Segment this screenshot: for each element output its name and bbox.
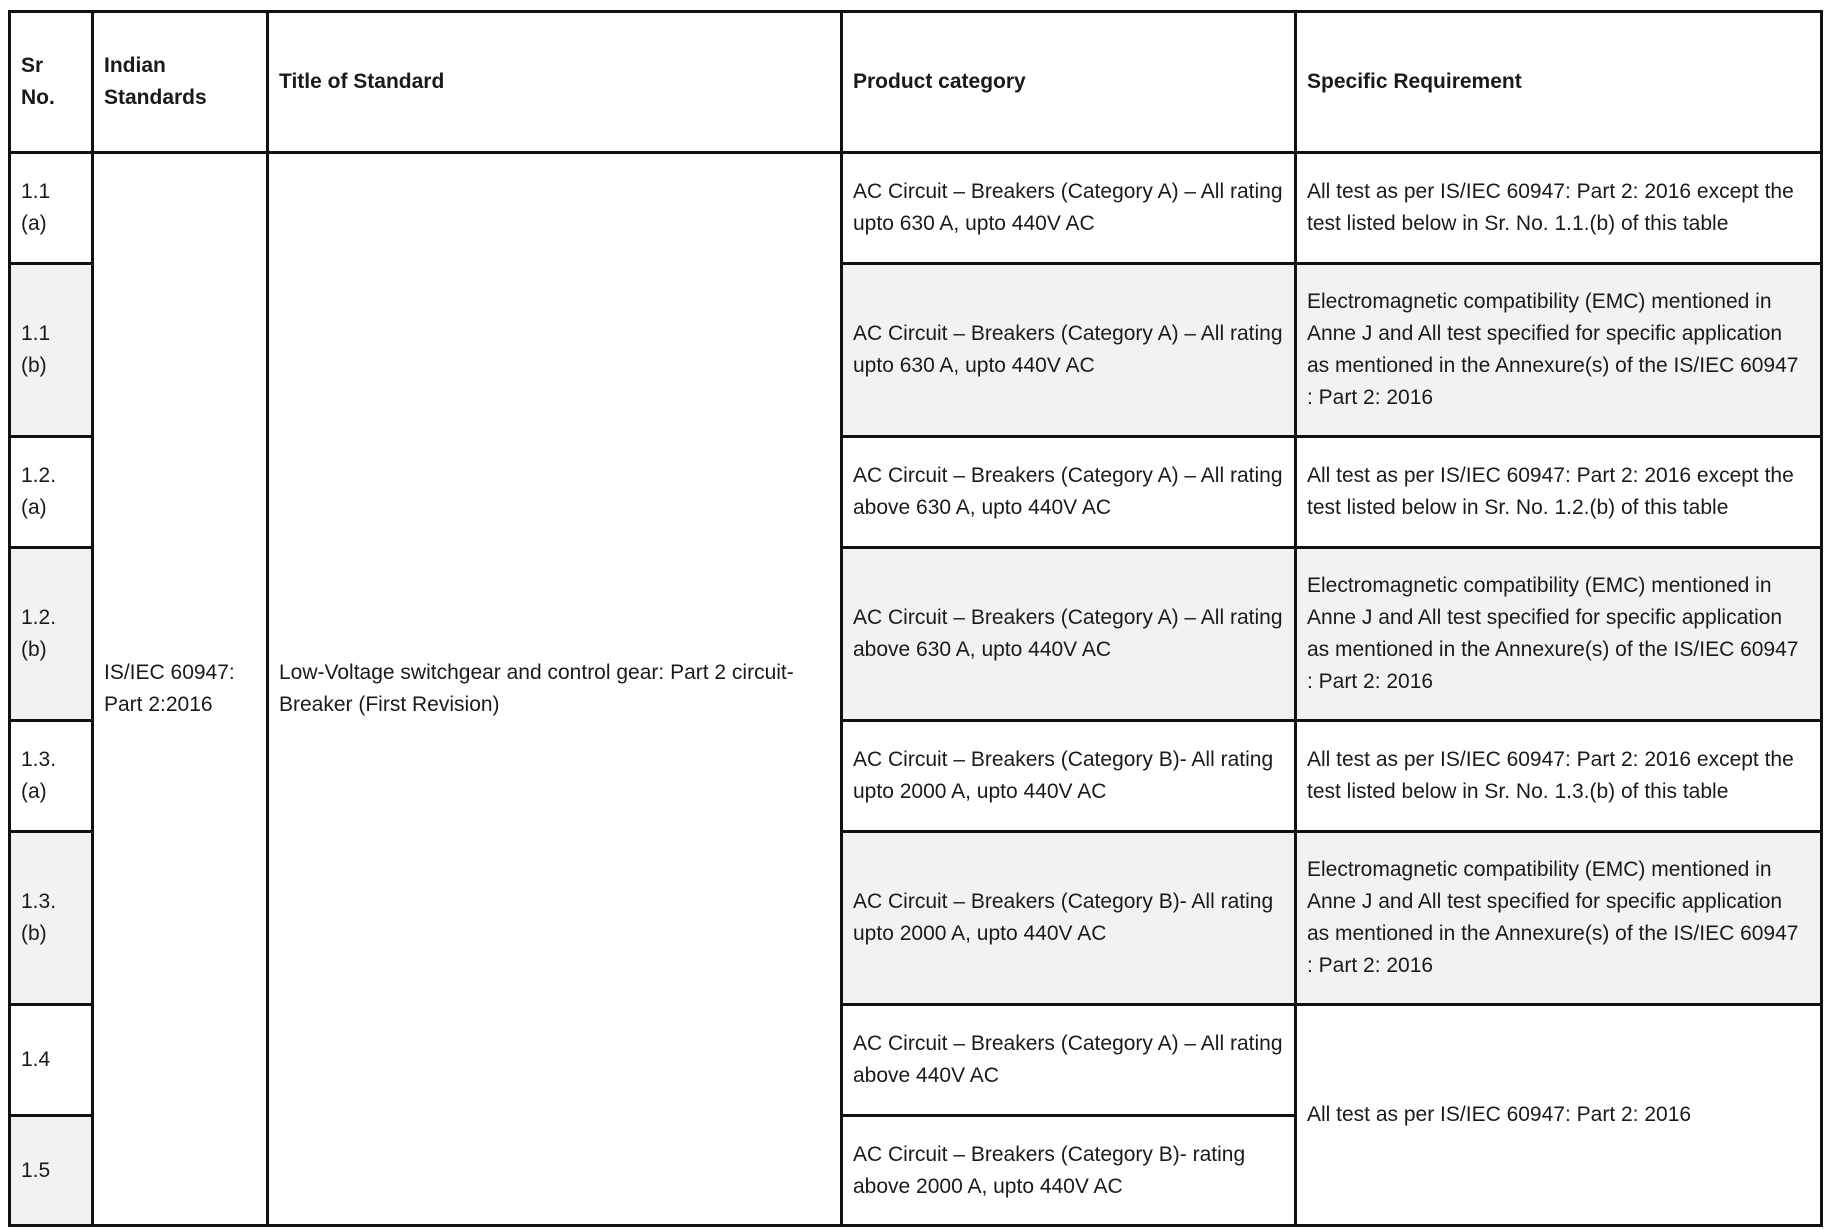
indian-standard-cell: IS/IEC 60947: Part 2:2016 bbox=[93, 153, 268, 1226]
product-category-cell: AC Circuit – Breakers (Category A) – All rating above 440V AC bbox=[842, 1005, 1296, 1116]
specific-requirement-cell: All test as per IS/IEC 60947: Part 2: 2016 bbox=[1296, 1005, 1822, 1226]
sr-no-cell: 1.3.(a) bbox=[10, 721, 93, 832]
specific-requirement-cell: All test as per IS/IEC 60947: Part 2: 2016 except the test listed below in Sr. No. 1.1.(b) of this table bbox=[1296, 153, 1822, 264]
header-specific-requirement: Specific Requirement bbox=[1296, 12, 1822, 153]
sr-no-cell: 1.4 bbox=[10, 1005, 93, 1116]
specific-requirement-cell: Electromagnetic compatibility (EMC) mentioned in Anne J and All test specified for specific application as mentioned in the Annexure(s) of the IS/IEC 60947 : Part 2: 2016 bbox=[1296, 264, 1822, 437]
specific-requirement-cell: All test as per IS/IEC 60947: Part 2: 2016 except the test listed below in Sr. No. 1.2.(b) of this table bbox=[1296, 437, 1822, 548]
header-indian-standards: Indian Standards bbox=[93, 12, 268, 153]
header-product-category: Product category bbox=[842, 12, 1296, 153]
header-title-of-standard: Title of Standard bbox=[268, 12, 842, 153]
product-category-cell: AC Circuit – Breakers (Category A) – All rating above 630 A, upto 440V AC bbox=[842, 437, 1296, 548]
sr-no-cell: 1.2.(b) bbox=[10, 548, 93, 721]
sr-no-cell: 1.2.(a) bbox=[10, 437, 93, 548]
product-category-cell: AC Circuit – Breakers (Category B)- All rating upto 2000 A, upto 440V AC bbox=[842, 832, 1296, 1005]
specific-requirement-cell: Electromagnetic compatibility (EMC) mentioned in Anne J and All test specified for specific application as mentioned in the Annexure(s) of the IS/IEC 60947 : Part 2: 2016 bbox=[1296, 548, 1822, 721]
product-category-cell: AC Circuit – Breakers (Category B)- rating above 2000 A, upto 440V AC bbox=[842, 1116, 1296, 1226]
product-category-cell: AC Circuit – Breakers (Category A) – All rating upto 630 A, upto 440V AC bbox=[842, 264, 1296, 437]
sr-no-cell: 1.1 (b) bbox=[10, 264, 93, 437]
product-category-cell: AC Circuit – Breakers (Category A) – All rating above 630 A, upto 440V AC bbox=[842, 548, 1296, 721]
title-of-standard-cell: Low-Voltage switchgear and control gear: Part 2 circuit-Breaker (First Revision) bbox=[268, 153, 842, 1226]
specific-requirement-cell: Electromagnetic compatibility (EMC) mentioned in Anne J and All test specified for specific application as mentioned in the Annexure(s) of the IS/IEC 60947 : Part 2: 2016 bbox=[1296, 832, 1822, 1005]
sr-no-cell: 1.1 (a) bbox=[10, 153, 93, 264]
specific-requirement-cell: All test as per IS/IEC 60947: Part 2: 2016 except the test listed below in Sr. No. 1.3.(b) of this table bbox=[1296, 721, 1822, 832]
table-row bbox=[10, 153, 1822, 264]
standards-table bbox=[8, 10, 1823, 1227]
sr-no-cell: 1.3.(b) bbox=[10, 832, 93, 1005]
header-sr-no: Sr No. bbox=[10, 12, 93, 153]
product-category-cell: AC Circuit – Breakers (Category B)- All rating upto 2000 A, upto 440V AC bbox=[842, 721, 1296, 832]
sr-no-cell: 1.5 bbox=[10, 1116, 93, 1226]
header-row bbox=[10, 12, 1822, 153]
product-category-cell: AC Circuit – Breakers (Category A) – All rating upto 630 A, upto 440V AC bbox=[842, 153, 1296, 264]
